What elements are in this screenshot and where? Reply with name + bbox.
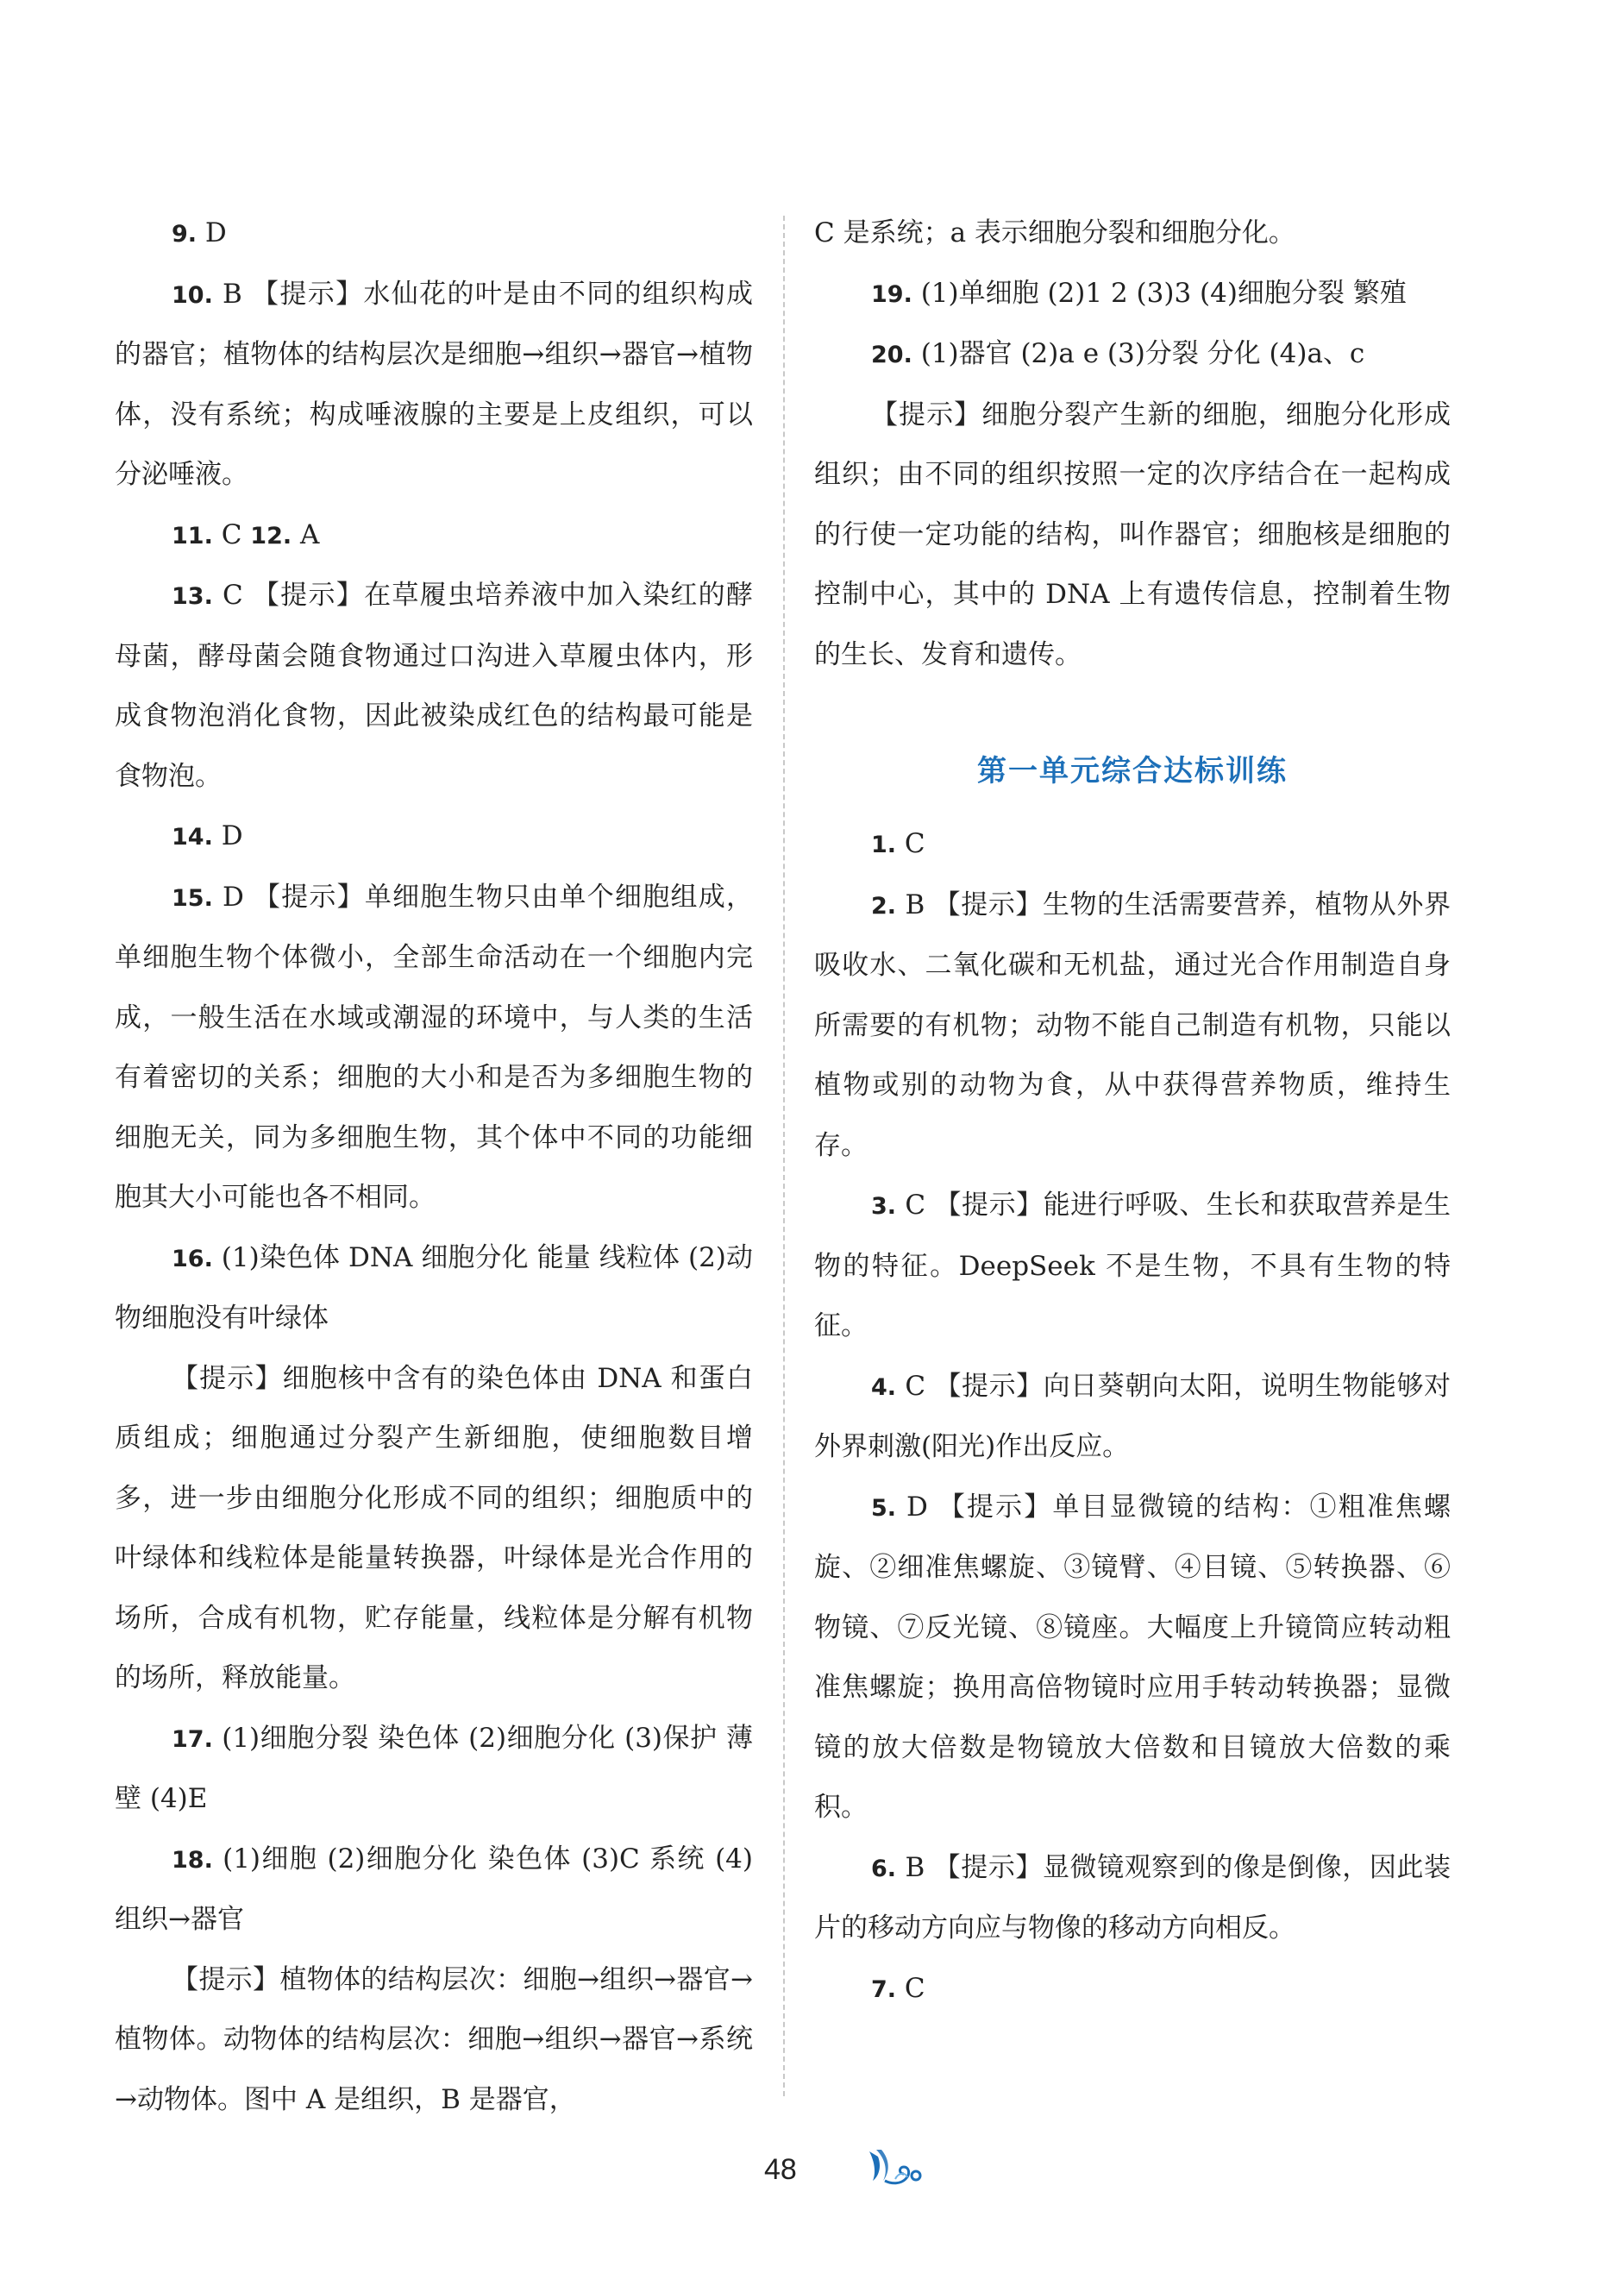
answer-text: 【提示】植物体的结构层次：细胞→组织→器官→植物体。动物体的结构层次：细胞→组织→器官→系统→动物体。图中 A 是组织，B 是器官， — [115, 1963, 753, 2115]
answer-paragraph — [115, 566, 753, 807]
answer-paragraph — [814, 1357, 1451, 1478]
answer-paragraph — [814, 386, 1451, 686]
answer-text: 【提示】细胞分裂产生新的细胞，细胞分化形成组织；由不同的组织按照一定的次序结合在一起构成的行使一定功能的结构，叫作器官；细胞核是细胞的控制中心，其中的 DNA 上有遗传信息，控制着生物的生长、发育和遗传。 — [814, 399, 1451, 670]
question-number: 2. — [871, 892, 897, 920]
answer-text: C — [896, 828, 925, 859]
answer-text: D 【提示】单目显微镜的结构：①粗准焦螺旋、②细准焦螺旋、③镜臂、④目镜、⑤转换器、⑥物镜、⑦反光镜、⑧镜座。大幅度上升镜筒应转动粗准焦螺旋；换用高倍物镜时应用手转动转换器；显微镜的放大倍数是物镜放大倍数和目镜放大倍数的乘积。 — [814, 1491, 1451, 1823]
answer-paragraph — [115, 868, 753, 1228]
answer-paragraph — [814, 1478, 1451, 1838]
answer-text: C 【提示】能进行呼吸、生长和获取营养是生物的特征。DeepSeek 不是生物，不具有生物的特征。 — [814, 1190, 1451, 1341]
question-number: 1. — [871, 832, 897, 858]
question-number: 6. — [871, 1855, 897, 1882]
answer-text: C 【提示】在草履虫培养液中加入染红的酵母菌，酵母菌会随食物通过口沟进入草履虫体内，形成食物泡消化食物，因此被染成红色的结构最可能是食物泡。 — [115, 580, 753, 792]
question-number: 3. — [871, 1193, 897, 1220]
answer-paragraph — [115, 1228, 753, 1349]
answer-text: (1)器官 (2)a e (3)分裂 分化 (4)a、c — [912, 338, 1365, 369]
answer-text: (1)染色体 DNA 细胞分化 能量 线粒体 (2)动物细胞没有叶绿体 — [115, 1241, 753, 1334]
answer-paragraph — [115, 506, 753, 567]
answer-text: (1)细胞 (2)细胞分化 染色体 (3)C 系统 (4)组织→器官 — [115, 1843, 753, 1935]
answer-text: A — [292, 518, 320, 550]
question-number: 18. — [172, 1846, 213, 1874]
answer-paragraph — [814, 814, 1451, 876]
answer-text: (1)细胞分裂 染色体 (2)细胞分化 (3)保护 薄壁 (4)E — [115, 1722, 753, 1814]
swirl-ornament-icon — [862, 2146, 925, 2189]
answer-paragraph — [814, 1959, 1451, 2020]
question-number: 7. — [871, 1975, 897, 2003]
answer-paragraph — [115, 1830, 753, 1950]
answer-paragraph — [115, 1349, 753, 1709]
right-answers-bottom — [814, 814, 1451, 2019]
question-number: 12. — [250, 522, 292, 550]
answer-text: C — [212, 518, 251, 550]
question-number: 15. — [172, 884, 213, 912]
column-divider — [783, 216, 785, 2096]
answer-paragraph — [814, 1176, 1451, 1357]
answer-paragraph — [115, 204, 753, 265]
right-column — [814, 204, 1451, 2019]
question-number: 9. — [172, 221, 198, 248]
answer-text: B 【提示】生物的生活需要营养，植物从外界吸收水、二氧化碳和无机盐，通过光合作用制造自身所需要的有机物；动物不能自己制造有机物，只能以植物或别的动物为食，从中获得营养物质，维持生存。 — [814, 889, 1451, 1161]
section-title: 第一单元综合达标训练 — [977, 754, 1288, 788]
answer-text: B 【提示】显微镜观察到的像是倒像，因此装片的移动方向应与物像的移动方向相反。 — [814, 1851, 1451, 1944]
answer-text: D — [212, 820, 243, 851]
answer-paragraph — [814, 876, 1451, 1177]
left-column — [115, 204, 753, 2130]
answer-text: B 【提示】水仙花的叶是由不同的组织构成的器官；植物体的结构层次是细胞→组织→器官→植物体，没有系统；构成唾液腺的主要是上皮组织，可以分泌唾液。 — [115, 278, 753, 490]
question-number: 5. — [871, 1494, 897, 1522]
question-number: 17. — [172, 1725, 213, 1753]
answer-text: D — [197, 217, 227, 248]
question-number: 4. — [871, 1373, 897, 1401]
question-number: 13. — [172, 583, 213, 610]
answer-paragraph — [814, 204, 1451, 264]
question-number: 14. — [172, 824, 213, 851]
question-number: 20. — [871, 342, 912, 368]
answer-paragraph — [814, 264, 1451, 325]
answer-paragraph — [814, 1838, 1451, 1959]
answer-paragraph — [115, 807, 753, 868]
question-number: 10. — [172, 281, 213, 309]
answer-text: C — [896, 1972, 925, 2004]
right-answers-top — [814, 204, 1451, 685]
answer-text: D 【提示】单细胞生物只由单个细胞组成，单细胞生物个体微小，全部生命活动在一个细胞内完成，一般生活在水域或潮湿的环境中，与人类的生活有着密切的关系；细胞的大小和是否为多细胞生物的细胞无关，同为多细胞生物，其个体中不同的功能细胞其大小可能也各不相同。 — [115, 881, 753, 1213]
answer-paragraph — [814, 324, 1451, 386]
answer-paragraph — [115, 1709, 753, 1830]
answer-paragraph — [115, 265, 753, 506]
question-number: 16. — [172, 1245, 213, 1272]
answer-paragraph — [115, 1950, 753, 2131]
question-number: 19. — [871, 280, 912, 308]
question-number: 11. — [172, 522, 213, 550]
answer-text: C 是系统；a 表示细胞分裂和细胞分化。 — [814, 217, 1295, 248]
answer-text: 【提示】细胞核中含有的染色体由 DNA 和蛋白质组成；细胞通过分裂产生新细胞，使细胞数目增多，进一步由细胞分化形成不同的组织；细胞质中的叶绿体和线粒体是能量转换器，叶绿体是光合作用的场所，合成有机物，贮存能量，线粒体是分解有机物的场所，释放能量。 — [115, 1362, 753, 1693]
answer-text: C 【提示】向日葵朝向太阳，说明生物能够对外界刺激(阳光)作出反应。 — [814, 1370, 1451, 1462]
page-number: 48 — [764, 2153, 797, 2186]
answer-text: (1)单细胞 (2)1 2 (3)3 (4)细胞分裂 繁殖 — [912, 277, 1407, 309]
